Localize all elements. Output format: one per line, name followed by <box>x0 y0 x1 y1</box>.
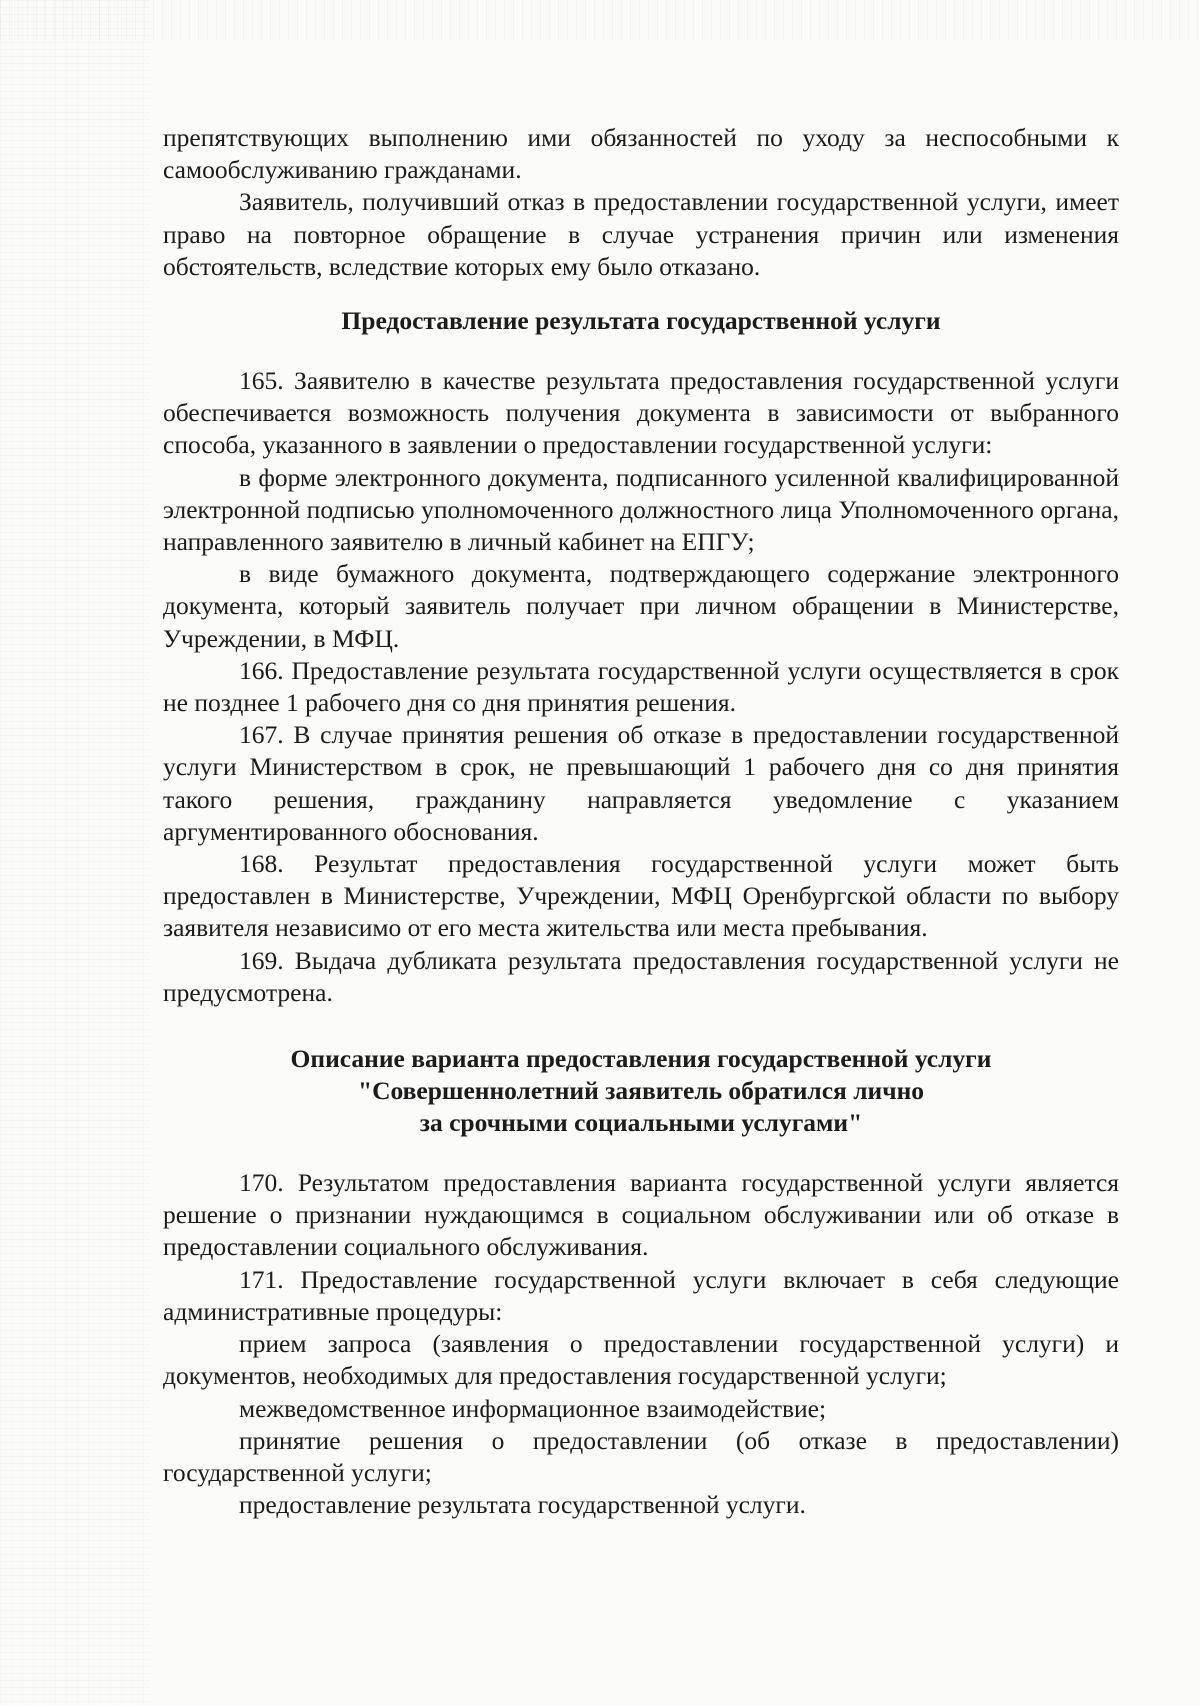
paragraph-167: 167. В случае принятия решения об отказе в предоставлении государственной услуги Министерством в срок, не превышающий 1 рабочего дня со дня принятия такого решения, гражданину направляется уведомление с указанием аргументированного обоснования. <box>163 720 1119 846</box>
paragraph-166: 166. Предоставление результата государственной услуги осуществляется в срок не позднее 1 рабочего дня со дня принятия решения. <box>163 655 1119 718</box>
section-heading-variant <box>163 1043 1119 1139</box>
section-heading-variant-line-3: за срочными социальными услугами" <box>419 1108 863 1138</box>
procedure-item-request: прием запроса (заявления о предоставлении государственной услуги) и документов, необходимых для предоставления государственной услуги; <box>163 1329 1119 1391</box>
paragraph-170: 170. Результатом предоставления варианта государственной услуги является решение о признании нуждающимся в социальном обслуживании или об отказе в предоставлении социального обслуживания. <box>163 1168 1119 1262</box>
scan-noise-left <box>0 0 150 1706</box>
section-heading-result: Предоставление результата государственной услуги <box>341 306 941 336</box>
paragraph-165-electronic: в форме электронного документа, подписанного усиленной квалифицированной электронной подписью уполномоченного должностного лица Уполномоченного органа, направленного заявителю в личный кабинет на ЕПГУ; <box>163 462 1119 557</box>
section-heading-variant-line-2: "Совершеннолетний заявитель обратился лично <box>357 1076 925 1106</box>
section-heading-variant-line-1: Описание варианта предоставления государственной услуги <box>290 1044 992 1074</box>
paragraph-165-paper: в виде бумажного документа, подтверждающего содержание электронного документа, который заявитель получает при личном обращении в Министерстве, Учреждении, в МФЦ. <box>163 559 1119 653</box>
procedure-item-result: предоставление результата государственной услуги. <box>239 1490 806 1520</box>
procedure-item-interagency: межведомственное информационное взаимодействие; <box>239 1393 827 1423</box>
intro-paragraph-continuation: препятствующих выполнению ими обязанностей по уходу за неспособными к самообслуживанию гражданами. <box>163 123 1119 185</box>
paragraph-165: 165. Заявителю в качестве результата предоставления государственной услуги обеспечивается возможность получения документа в зависимости от выбранного способа, указанного в заявлении о предоставлении государственной услуги: <box>163 366 1119 460</box>
procedure-item-decision: принятие решения о предоставлении (об отказе в предоставлении) государственной услуги; <box>163 1425 1119 1487</box>
paragraph-168: 168. Результат предоставления государственной услуги может быть предоставлен в Министерстве, Учреждении, МФЦ Оренбургской области по выбору заявителя независимо от его места жительства или места пребывания. <box>163 849 1119 943</box>
intro-paragraph-reapply: Заявитель, получивший отказ в предоставлении государственной услуги, имеет право на повторное обращение в случае устранения причин или изменения обстоятельств, вследствие которых ему было отказано. <box>163 187 1119 281</box>
paragraph-171: 171. Предоставление государственной услуги включает в себя следующие административные процедуры: <box>163 1264 1119 1326</box>
document-body <box>163 122 1119 1521</box>
paragraph-169: 169. Выдача дубликата результата предоставления государственной услуги не предусмотрена. <box>163 945 1119 1007</box>
scan-noise-top <box>0 0 1200 40</box>
